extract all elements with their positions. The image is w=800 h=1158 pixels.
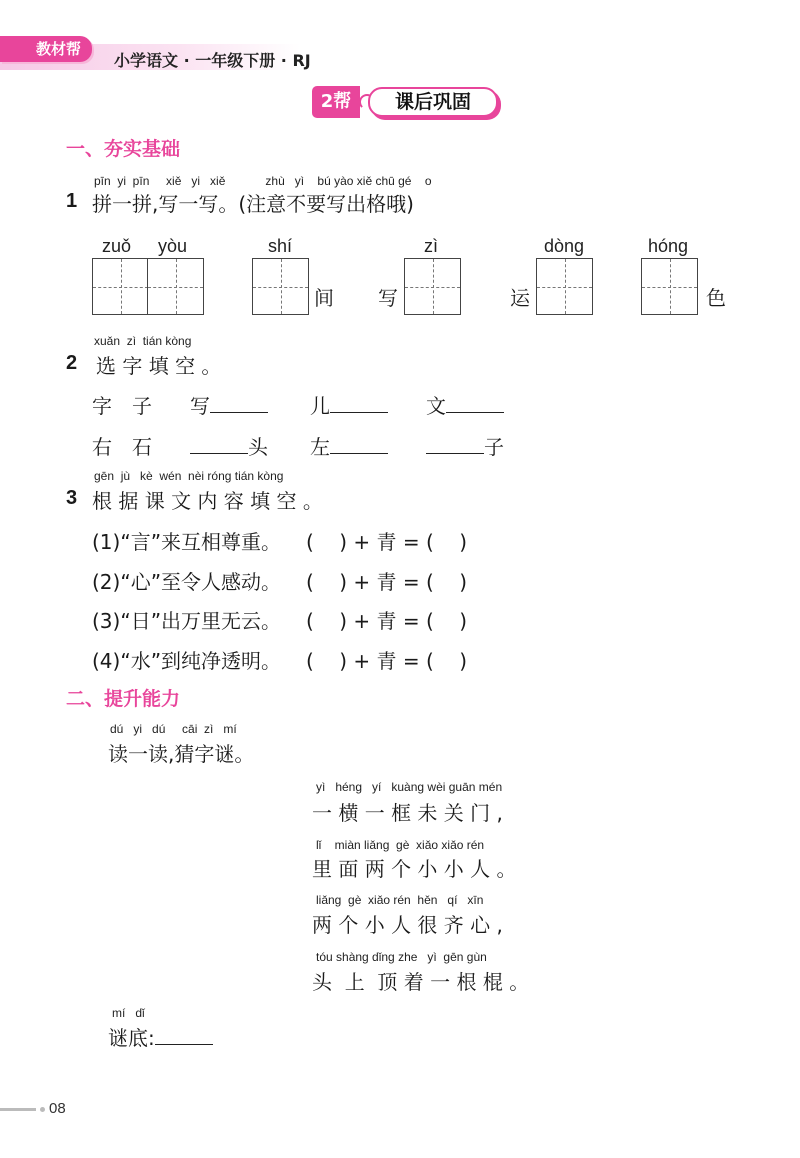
q2-row2-a-char: 头 — [248, 435, 268, 459]
q1-pinyin: pīn yi pīn xiě yi xiě zhù yì bú yào xiě chū gé o — [94, 174, 432, 188]
q1-pinyin-hong: hóng — [648, 236, 689, 256]
fill-blank[interactable] — [190, 435, 248, 454]
writing-grid[interactable] — [252, 258, 309, 315]
q2-row2-c — [426, 431, 504, 460]
q1-text: 拼一拼,写一写。(注意不要写出格哦) — [92, 192, 414, 216]
riddle-text: 读一读,猜字谜。 — [108, 742, 255, 766]
q2-row2-pair: 右 石 — [92, 435, 152, 459]
header-tag-label: 教材帮 — [36, 40, 82, 58]
answer-row — [108, 1022, 213, 1051]
q2-row2-c-char: 子 — [484, 435, 504, 459]
q2-row1-c — [426, 390, 504, 419]
writing-grid[interactable] — [641, 258, 698, 315]
answer-label: 谜底: — [108, 1026, 155, 1050]
footer-rule — [0, 1108, 36, 1111]
q1-pinyin-dong: dòng — [544, 236, 585, 256]
q2-text: 选 字 填 空 。 — [96, 354, 222, 378]
section-title-two: 二、提升能力 — [66, 688, 181, 710]
q1-pinyin-shi: shí — [268, 236, 293, 256]
riddle-line-text: 两 个 小 人 很 齐 心 , — [312, 913, 503, 937]
q1-number: 1 — [66, 190, 78, 212]
q3-line: (2)“心”至令人感动。 — [92, 570, 282, 594]
q1-char-xie: 写 — [378, 286, 398, 310]
riddle-line-text: 里 面 两 个 小 小 人 。 — [312, 857, 517, 881]
page-number: 08 — [49, 1100, 66, 1117]
q2-row1-b-char: 儿 — [310, 394, 330, 418]
q2-row2-b-char: 左 — [310, 435, 330, 459]
writing-grid[interactable] — [536, 258, 593, 315]
q3-formula[interactable]: ( ) + 青 = ( ) — [306, 649, 468, 673]
fill-blank[interactable] — [210, 394, 268, 413]
q3-number: 3 — [66, 487, 78, 509]
q2-pinyin: xuǎn zì tián kòng — [94, 334, 192, 348]
riddle-line-pinyin: yì héng yí kuàng wèi guān mén — [316, 780, 503, 794]
writing-grid[interactable] — [92, 258, 149, 315]
q2-row1-a-char: 写 — [190, 394, 210, 418]
badge-number — [312, 86, 360, 118]
writing-grid[interactable] — [404, 258, 461, 315]
section-title-one: 一、夯实基础 — [66, 138, 181, 160]
q3-line: (3)“日”出万里无云。 — [92, 609, 282, 633]
riddle-line-text: 头 上 顶 着 一 根 棍 。 — [312, 970, 530, 994]
q1-char-jian: 间 — [314, 286, 334, 310]
answer-pinyin: mí dǐ — [112, 1006, 145, 1020]
header-tag — [0, 36, 92, 62]
q1-pinyin-zuo: zuǒ — [102, 236, 132, 256]
q2-row2-a — [190, 431, 268, 460]
fill-blank[interactable] — [330, 435, 388, 454]
q2-row1-b — [310, 390, 388, 419]
q3-line: (4)“水”到纯净透明。 — [92, 649, 282, 673]
writing-grid[interactable] — [147, 258, 204, 315]
q1-char-yun: 运 — [510, 286, 530, 310]
q3-text: 根 据 课 文 内 容 填 空 。 — [92, 489, 323, 513]
q3-formula[interactable]: ( ) + 青 = ( ) — [306, 570, 468, 594]
book-title: 小学语文 · 一年级下册 · RJ — [114, 51, 311, 70]
q1-pinyin-you: yòu — [158, 236, 188, 256]
q2-row1-c-char: 文 — [426, 394, 446, 418]
riddle-line-text: 一 横 一 框 未 关 门 , — [312, 801, 503, 825]
section-badge — [312, 86, 498, 118]
q3-formula[interactable]: ( ) + 青 = ( ) — [306, 530, 468, 554]
q1-char-se: 色 — [706, 286, 726, 310]
q3-pinyin: gēn jù kè wén nèi róng tián kòng — [94, 469, 284, 483]
q2-row1-a — [190, 390, 268, 419]
riddle-line-pinyin: liǎng gè xiǎo rén hěn qí xīn — [316, 893, 484, 907]
q3-line: (1)“言”来互相尊重。 — [92, 530, 282, 554]
fill-blank[interactable] — [330, 394, 388, 413]
riddle-line-pinyin: lǐ miàn liǎng gè xiǎo xiǎo rén — [316, 838, 485, 852]
badge-title — [368, 87, 498, 117]
fill-blank[interactable] — [446, 394, 504, 413]
riddle-line-pinyin: tóu shàng dǐng zhe yì gēn gùn — [316, 950, 487, 964]
footer-dot — [40, 1107, 45, 1112]
fill-blank[interactable] — [426, 435, 484, 454]
answer-blank[interactable] — [155, 1026, 213, 1045]
q1-pinyin-zi: zì — [424, 236, 439, 256]
q2-number: 2 — [66, 352, 78, 374]
badge-number-label: 2帮 — [320, 91, 352, 112]
q2-row1-pair: 字 子 — [92, 394, 152, 418]
riddle-pinyin: dú yi dú cāi zì mí — [110, 722, 237, 736]
q3-formula[interactable]: ( ) + 青 = ( ) — [306, 609, 468, 633]
q2-row2-b — [310, 431, 388, 460]
badge-title-label: 课后巩固 — [394, 91, 471, 113]
